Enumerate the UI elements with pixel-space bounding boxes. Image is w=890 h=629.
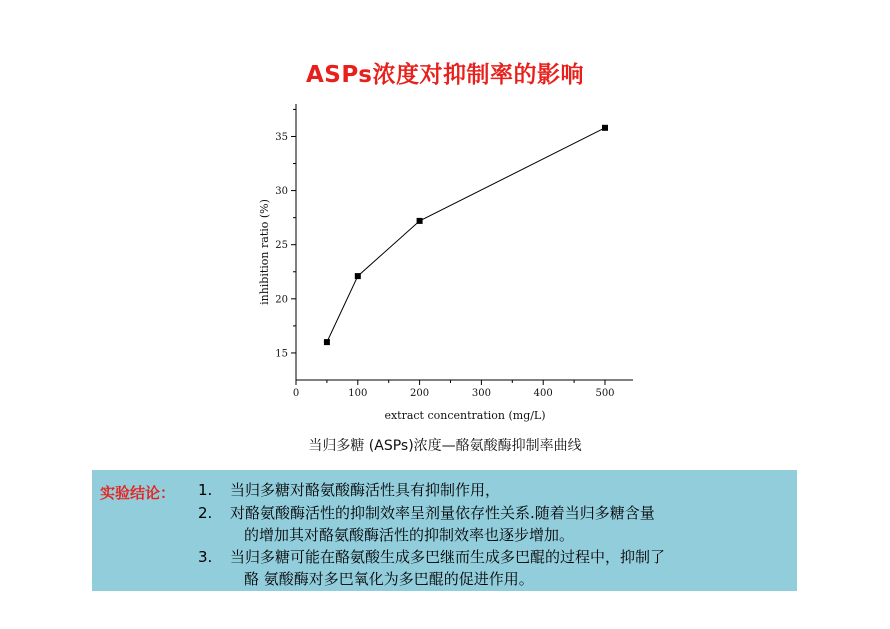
y-axis-label: inhibition ratio (%) <box>258 199 271 305</box>
item-number: 1. <box>198 481 213 499</box>
x-tick-label: 0 <box>292 388 300 399</box>
x-tick-label: 400 <box>533 388 553 399</box>
y-tick-label: 35 <box>275 131 288 143</box>
conclusion-heading: 实验结论： <box>100 484 176 502</box>
x-axis-label: extract concentration (mg/L) <box>384 409 546 422</box>
conclusion-item-2 <box>198 502 655 524</box>
conclusion-item-3 <box>198 546 665 568</box>
data-point <box>602 125 608 131</box>
chart-caption: 当归多糖 (ASPs)浓度—酪氨酸酶抑制率曲线 <box>308 438 582 454</box>
x-tick-label: 500 <box>595 388 615 399</box>
conclusion-box <box>92 470 797 591</box>
x-tick-label: 300 <box>471 388 491 399</box>
item-number: 3. <box>198 548 213 566</box>
item-number: 2. <box>198 504 213 522</box>
data-point <box>355 273 361 279</box>
conclusion-item-1 <box>198 479 500 501</box>
chart-ticks <box>275 109 614 399</box>
y-tick-label: 15 <box>275 348 288 360</box>
data-point <box>324 339 330 345</box>
x-tick-label: 200 <box>410 388 430 399</box>
chart-series <box>324 125 608 345</box>
x-tick-label: 100 <box>348 388 368 399</box>
y-tick-label: 25 <box>275 240 288 252</box>
conclusion-item-3-cont: 酪 氨酸酶对多巴氧化为多巴醌的促进作用。 <box>244 570 534 588</box>
item-text: 当归多糖对酪氨酸酶活性具有抑制作用， <box>230 481 501 499</box>
y-tick-label: 30 <box>275 186 288 198</box>
y-tick-label: 20 <box>275 294 288 306</box>
conclusion-item-2-cont: 的增加其对酪氨酸酶活性的抑制效率也逐步增加。 <box>244 526 575 544</box>
series-line <box>327 128 605 342</box>
data-point <box>417 218 423 224</box>
chart-title: ASPs浓度对抑制率的影响 <box>305 62 584 88</box>
chart-axes <box>296 104 633 380</box>
item-text: 当归多糖可能在酪氨酸生成多巴继而生成多巴醌的过程中，抑制了 <box>230 548 666 566</box>
item-text: 对酪氨酸酶活性的抑制效率呈剂量依存性关系.随着当归多糖含量 <box>230 504 655 522</box>
